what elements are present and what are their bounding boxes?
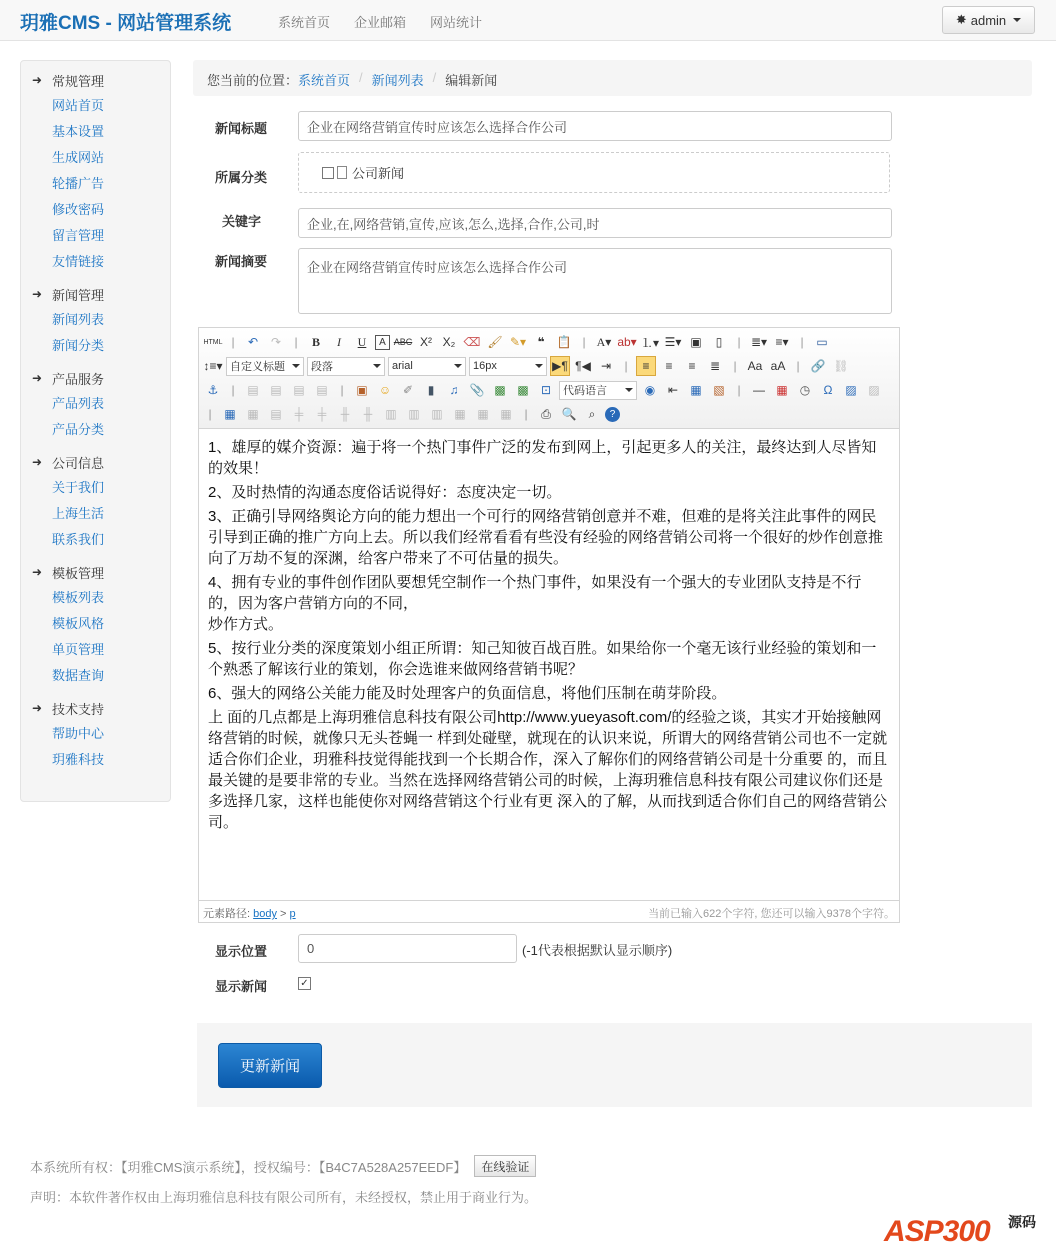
google-map-icon[interactable]: ▩ xyxy=(517,383,529,397)
delete-table-icon[interactable]: ▦ xyxy=(247,407,259,421)
image-center-icon[interactable]: ▤ xyxy=(316,383,328,397)
align-justify-icon[interactable]: ≣ xyxy=(709,359,721,373)
background-image-icon[interactable]: ▧ xyxy=(713,383,725,397)
sidebar-group-title: 模板管理 xyxy=(52,565,105,581)
split-cells-icon[interactable]: ▦ xyxy=(454,407,466,421)
subscript-icon[interactable]: X₂ xyxy=(442,335,456,349)
paragraph-format-select[interactable]: 段落 xyxy=(307,357,385,376)
sidebar-item[interactable]: 关于我们 xyxy=(52,480,105,495)
ordered-list-icon[interactable]: ⒈▾ xyxy=(640,335,660,350)
separator-icon: | xyxy=(231,335,235,349)
category-checkbox[interactable] xyxy=(322,167,334,179)
map-icon[interactable]: ▩ xyxy=(494,383,506,397)
sidebar-item[interactable]: 基本设置 xyxy=(52,124,105,139)
sidebar-group-header[interactable] xyxy=(21,67,170,93)
footer-copyright xyxy=(30,1155,536,1177)
breadcrumb-link-news-list[interactable]: 新闻列表 xyxy=(371,73,424,88)
superscript-icon[interactable]: X² xyxy=(420,335,432,349)
underline-icon[interactable]: U xyxy=(357,334,367,349)
nav-site-stats[interactable]: 网站统计 xyxy=(430,15,483,30)
time-icon[interactable]: ◷ xyxy=(799,383,811,397)
copyright-text: 本系统所有权：【玥雅CMS演示系统】，授权编号：【B4C7A528A257EEDF】 xyxy=(30,1159,467,1175)
line-height-icon[interactable]: ↕≡▾ xyxy=(203,359,223,373)
show-news-label: 显示新闻 xyxy=(215,979,268,994)
web-icon[interactable]: ◉ xyxy=(644,383,656,397)
link-icon[interactable]: 🔗 xyxy=(810,359,826,373)
sidebar-group-title: 常规管理 xyxy=(52,73,105,89)
split-cols-icon[interactable]: ▦ xyxy=(500,407,512,421)
breadcrumb-link-home[interactable]: 系统首页 xyxy=(298,73,351,88)
editor-paragraph: 1、雄厚的媒介资源：遍于将一个热门事件广泛的发布到网上，引起更多人的关注，最终达到人尽皆知的效果！ xyxy=(208,439,877,477)
brand-title[interactable]: 玥雅CMS - 网站管理系统 xyxy=(20,13,232,34)
sidebar xyxy=(20,60,171,802)
nav-system-home[interactable]: 系统首页 xyxy=(278,15,331,30)
align-left-icon[interactable]: ≡ xyxy=(636,356,656,376)
editor-paragraph: 3、正确引导网络舆论方向的能力想出一个可行的网络营销创意并不难，但难的是将关注此事件的网民引导到正确的推广方向上去。所以我们经常看看有些没有经验的网络营销公司将一个很好的炒作创意推向了万劫不复的深渊，给客户带来了不可估量的损失。 xyxy=(208,508,884,567)
font-family-select[interactable]: arial xyxy=(388,357,466,376)
separator-icon: | xyxy=(800,335,804,349)
separator-icon: | xyxy=(737,335,741,349)
arrow-right-icon: ➜ xyxy=(32,455,43,469)
category-label: 所属分类 xyxy=(215,170,268,185)
sidebar-group-header[interactable] xyxy=(21,449,170,475)
sidebar-item[interactable]: 友情链接 xyxy=(52,254,105,269)
redo-icon[interactable]: ↷ xyxy=(270,335,282,349)
horizontal-rule-icon[interactable]: — xyxy=(753,383,765,397)
page-break-icon[interactable]: ⇤ xyxy=(667,383,679,397)
editor-paragraph: 上 面的几点都是上海玥雅信息科技有限公司http://www.yueyasoft.com/的经验之谈，其实才开始接触网络营销的时候，就像只无头苍蝇一 样到处碰壁，就现在的认识来说，所谓大的网络营销公司也不一定就适合你们企业，玥雅科技觉得能找到一个长期合作，深入了解你们的网络营销公司是十分重要 的，而且最关键的是要非常的专业。当然在选择网络营销公司的时候，上海玥雅信息科技有限公司建议你们还是多选择几家，这样也能使你对网络营销这个行业有更 深入的了解，从而找到适合你们自己的网络营销公司。 xyxy=(208,709,888,831)
undo-icon[interactable]: ↶ xyxy=(247,335,259,349)
sidebar-item[interactable]: 联系我们 xyxy=(52,532,105,547)
element-path-label: 元素路径: xyxy=(203,908,251,920)
search-replace-icon[interactable]: ⌕ xyxy=(588,406,596,421)
background-color-icon[interactable]: ab▾ xyxy=(617,335,637,349)
rtl-direction-icon[interactable]: ¶◀ xyxy=(575,359,591,373)
font-size-select[interactable]: 16px xyxy=(469,357,547,376)
form-actions xyxy=(197,1023,1032,1107)
merge-cells-icon[interactable]: ▥ xyxy=(385,407,397,421)
sidebar-group-title: 技术支持 xyxy=(52,701,105,717)
insert-paragraph-before-table-icon[interactable]: ▤ xyxy=(270,407,282,421)
sidebar-group xyxy=(21,695,170,773)
sidebar-group-header[interactable] xyxy=(21,559,170,585)
element-path-p-link[interactable]: p xyxy=(289,908,296,920)
separator-icon: | xyxy=(208,407,212,421)
help-icon[interactable]: ? xyxy=(605,407,620,422)
unlink-icon[interactable]: ⛓ xyxy=(833,359,849,373)
sidebar-item[interactable]: 修改密码 xyxy=(52,202,105,217)
insert-row-icon[interactable]: ╪ xyxy=(294,407,304,421)
breadcrumb-prefix: 您当前的位置： xyxy=(207,73,299,88)
anchor-icon[interactable]: ⚓ xyxy=(207,383,219,397)
uppercase-icon[interactable]: Aa xyxy=(747,359,763,373)
arrow-right-icon: ➜ xyxy=(32,701,43,715)
title-input[interactable]: 企业在网络营销宣传时应该怎么选择合作公司 xyxy=(298,111,892,141)
watermark-sub-text: 源码 xyxy=(1008,1214,1036,1230)
sidebar-item[interactable]: 模板风格 xyxy=(52,616,105,631)
gear-icon: ✸ xyxy=(955,12,967,27)
attachment-icon[interactable]: 📎 xyxy=(469,383,485,397)
editor-paragraph: 2、及时热情的沟通态度俗话说得好：态度决定一切。 xyxy=(208,484,562,501)
editor-paragraph: 4、拥有专业的事件创作团队要想凭空制作一个热门事件，如果没有一个强大的专业团队支持是不行的，因为客户营销方向的不同， 炒作方式。 xyxy=(208,574,862,633)
separator-icon: | xyxy=(524,407,528,421)
keyword-input[interactable]: 企业,在,网络营销,宣传,应该,怎么,选择,合作,公司,时 xyxy=(298,208,892,238)
sidebar-item[interactable]: 单页管理 xyxy=(52,642,105,657)
character-count: 当前已输入622个字符, 您还可以输入9378个字符。 xyxy=(648,908,895,920)
position-input[interactable]: 0 xyxy=(298,934,517,963)
print-icon[interactable]: ⎙ xyxy=(541,406,551,421)
nav-enterprise-mail[interactable]: 企业邮箱 xyxy=(354,15,407,30)
sidebar-group xyxy=(21,67,170,275)
strikethrough-icon[interactable]: ABC xyxy=(393,337,413,347)
eraser-icon[interactable]: ⌫ xyxy=(463,335,481,349)
merge-right-icon[interactable]: ▥ xyxy=(408,407,420,421)
sidebar-group-header[interactable] xyxy=(21,281,170,307)
online-verify-button[interactable]: 在线验证 xyxy=(474,1155,536,1177)
separator-icon: | xyxy=(796,359,800,373)
top-navbar xyxy=(0,0,1056,41)
sidebar-item[interactable]: 上海生活 xyxy=(52,506,105,521)
sidebar-group xyxy=(21,365,170,443)
template-icon[interactable]: ▦ xyxy=(690,383,702,397)
breadcrumb xyxy=(193,60,1032,96)
sidebar-item[interactable]: 帮助中心 xyxy=(52,726,105,741)
sidebar-item[interactable]: 数据查询 xyxy=(52,668,105,683)
breadcrumb-separator: / xyxy=(359,70,363,85)
sidebar-group xyxy=(21,281,170,359)
editor-statusbar xyxy=(199,900,899,922)
edit-tip-icon[interactable]: ▨ xyxy=(868,383,880,397)
editor-toolbar xyxy=(199,328,899,429)
sidebar-group xyxy=(21,559,170,689)
arrow-right-icon: ➜ xyxy=(32,73,43,87)
clear-doc-icon[interactable]: ▯ xyxy=(715,335,723,349)
sidebar-item[interactable]: 生成网站 xyxy=(52,150,105,165)
split-rows-icon[interactable]: ▦ xyxy=(477,407,489,421)
separator-icon: | xyxy=(340,383,344,397)
sidebar-item[interactable]: 新闻分类 xyxy=(52,338,105,353)
fullscreen-icon[interactable]: ▭ xyxy=(816,335,828,349)
emotion-icon[interactable]: ☺ xyxy=(378,383,392,397)
music-icon[interactable]: ♫ xyxy=(449,383,459,397)
editor-paragraph: 6、强大的网络公关能力能及时处理客户的负面信息，将他们压制在萌芽阶段。 xyxy=(208,685,727,702)
sidebar-group-title: 新闻管理 xyxy=(52,287,105,303)
summary-textarea[interactable]: 企业在网络营销宣传时应该怎么选择合作公司 xyxy=(298,248,892,314)
separator-icon: | xyxy=(294,335,298,349)
asp300-watermark-logo xyxy=(884,1211,1054,1255)
arrow-right-icon: ➜ xyxy=(32,287,43,301)
position-label: 显示位置 xyxy=(215,944,268,959)
special-char-icon[interactable]: Ω xyxy=(823,383,833,397)
code-language-select[interactable]: 代码语言 xyxy=(559,381,637,400)
auto-format-icon[interactable]: ✎▾ xyxy=(509,335,527,349)
sidebar-group xyxy=(21,449,170,553)
delete-row-icon[interactable]: ╪ xyxy=(317,407,327,421)
insert-image-icon[interactable]: ▣ xyxy=(356,383,368,397)
sidebar-group-header[interactable] xyxy=(21,365,170,391)
separator-icon: | xyxy=(231,383,235,397)
align-center-icon[interactable]: ≡ xyxy=(665,359,673,373)
font-color-icon[interactable]: A▾ xyxy=(596,334,612,349)
italic-icon[interactable]: I xyxy=(337,334,341,349)
scrawl-icon[interactable]: ✐ xyxy=(402,383,414,397)
row-spacing-bottom-icon[interactable]: ≡▾ xyxy=(775,335,789,349)
indent-icon[interactable]: ⇥ xyxy=(600,359,612,373)
html-source-icon[interactable]: HTML xyxy=(203,338,223,346)
element-path-separator: > xyxy=(280,908,287,920)
unordered-list-icon[interactable]: ☰▾ xyxy=(664,335,682,349)
document-icon xyxy=(337,166,347,179)
lowercase-icon[interactable]: aA xyxy=(770,359,786,373)
format-brush-icon[interactable]: 🖌 xyxy=(487,335,503,349)
breadcrumb-current: 编辑新闻 xyxy=(445,73,498,88)
top-nav xyxy=(266,12,494,31)
insert-col-icon[interactable]: ╫ xyxy=(340,407,350,421)
delete-col-icon[interactable]: ╫ xyxy=(363,407,373,421)
keyword-label: 关键字 xyxy=(222,214,262,229)
blockquote-icon[interactable]: ❝ xyxy=(537,335,545,349)
paste-plain-icon[interactable]: 📋 xyxy=(556,335,572,349)
image-left-icon[interactable]: ▤ xyxy=(270,383,282,397)
watermark-logo-text: ASP300 xyxy=(884,1215,990,1248)
update-news-button[interactable]: 更新新闻 xyxy=(218,1043,322,1088)
font-border-icon[interactable]: A xyxy=(375,335,390,350)
rich-text-editor xyxy=(198,327,900,923)
separator-icon: | xyxy=(733,359,737,373)
title-label: 新闻标题 xyxy=(215,121,268,136)
date-icon[interactable]: ▦ xyxy=(776,383,788,397)
sidebar-group-header[interactable] xyxy=(21,695,170,721)
arrow-right-icon: ➜ xyxy=(32,371,43,385)
row-spacing-top-icon[interactable]: ≣▾ xyxy=(750,335,768,349)
insert-table-icon[interactable]: ▦ xyxy=(224,407,236,421)
editor-content[interactable] xyxy=(199,429,899,899)
preview-icon[interactable]: 🔍 xyxy=(561,407,577,421)
image-right-icon[interactable]: ▤ xyxy=(293,383,305,397)
wordimage-icon[interactable]: ▨ xyxy=(845,383,857,397)
category-box xyxy=(298,152,890,193)
align-right-icon[interactable]: ≡ xyxy=(688,359,696,373)
sidebar-item[interactable]: 产品分类 xyxy=(52,422,105,437)
sidebar-item[interactable]: 轮播广告 xyxy=(52,176,105,191)
sidebar-item[interactable]: 玥雅科技 xyxy=(52,752,105,767)
sidebar-group-title: 公司信息 xyxy=(52,455,105,471)
insert-frame-icon[interactable]: ⊡ xyxy=(540,383,552,397)
sidebar-item[interactable]: 网站首页 xyxy=(52,98,105,113)
element-path-body-link[interactable]: body xyxy=(253,908,277,920)
sidebar-item[interactable]: 产品列表 xyxy=(52,396,105,411)
merge-down-icon[interactable]: ▥ xyxy=(431,407,443,421)
separator-icon: | xyxy=(582,335,586,349)
separator-icon: | xyxy=(737,383,741,397)
image-none-icon[interactable]: ▤ xyxy=(247,383,259,397)
admin-label: admin xyxy=(970,12,1007,28)
show-news-checkbox[interactable]: ✓ xyxy=(298,977,311,990)
element-path xyxy=(203,905,296,918)
arrow-right-icon: ➜ xyxy=(32,565,43,579)
select-all-icon[interactable]: ▣ xyxy=(690,335,702,349)
admin-dropdown-button[interactable] xyxy=(942,6,1035,34)
sidebar-group-title: 产品服务 xyxy=(52,371,105,387)
insert-video-icon[interactable]: ▮ xyxy=(427,383,435,397)
custom-title-select[interactable]: 自定义标题 xyxy=(226,357,304,376)
caret-down-icon xyxy=(1013,18,1021,22)
sidebar-item[interactable]: 留言管理 xyxy=(52,228,105,243)
ltr-direction-icon[interactable]: ▶¶ xyxy=(550,356,570,376)
separator-icon: | xyxy=(624,359,628,373)
sidebar-item[interactable]: 模板列表 xyxy=(52,590,105,605)
editor-paragraph: 5、按行业分类的深度策划小组正所谓：知己知彼百战百胜。如果给你一个毫无该行业经验的策划和一个熟悉了解该行业的策划，你会选谁来做网络营销书呢？ xyxy=(208,640,877,678)
breadcrumb-separator: / xyxy=(432,70,437,85)
bold-icon[interactable]: B xyxy=(311,334,320,349)
footer-notice: 声明：本软件著作权由上海玥雅信息科技有限公司所有，未经授权，禁止用于商业行为。 xyxy=(30,1190,538,1205)
summary-label: 新闻摘要 xyxy=(215,254,268,269)
position-hint: (-1代表根据默认显示顺序) xyxy=(522,943,673,958)
sidebar-item[interactable]: 新闻列表 xyxy=(52,312,105,327)
category-option-label: 公司新闻 xyxy=(352,166,405,181)
